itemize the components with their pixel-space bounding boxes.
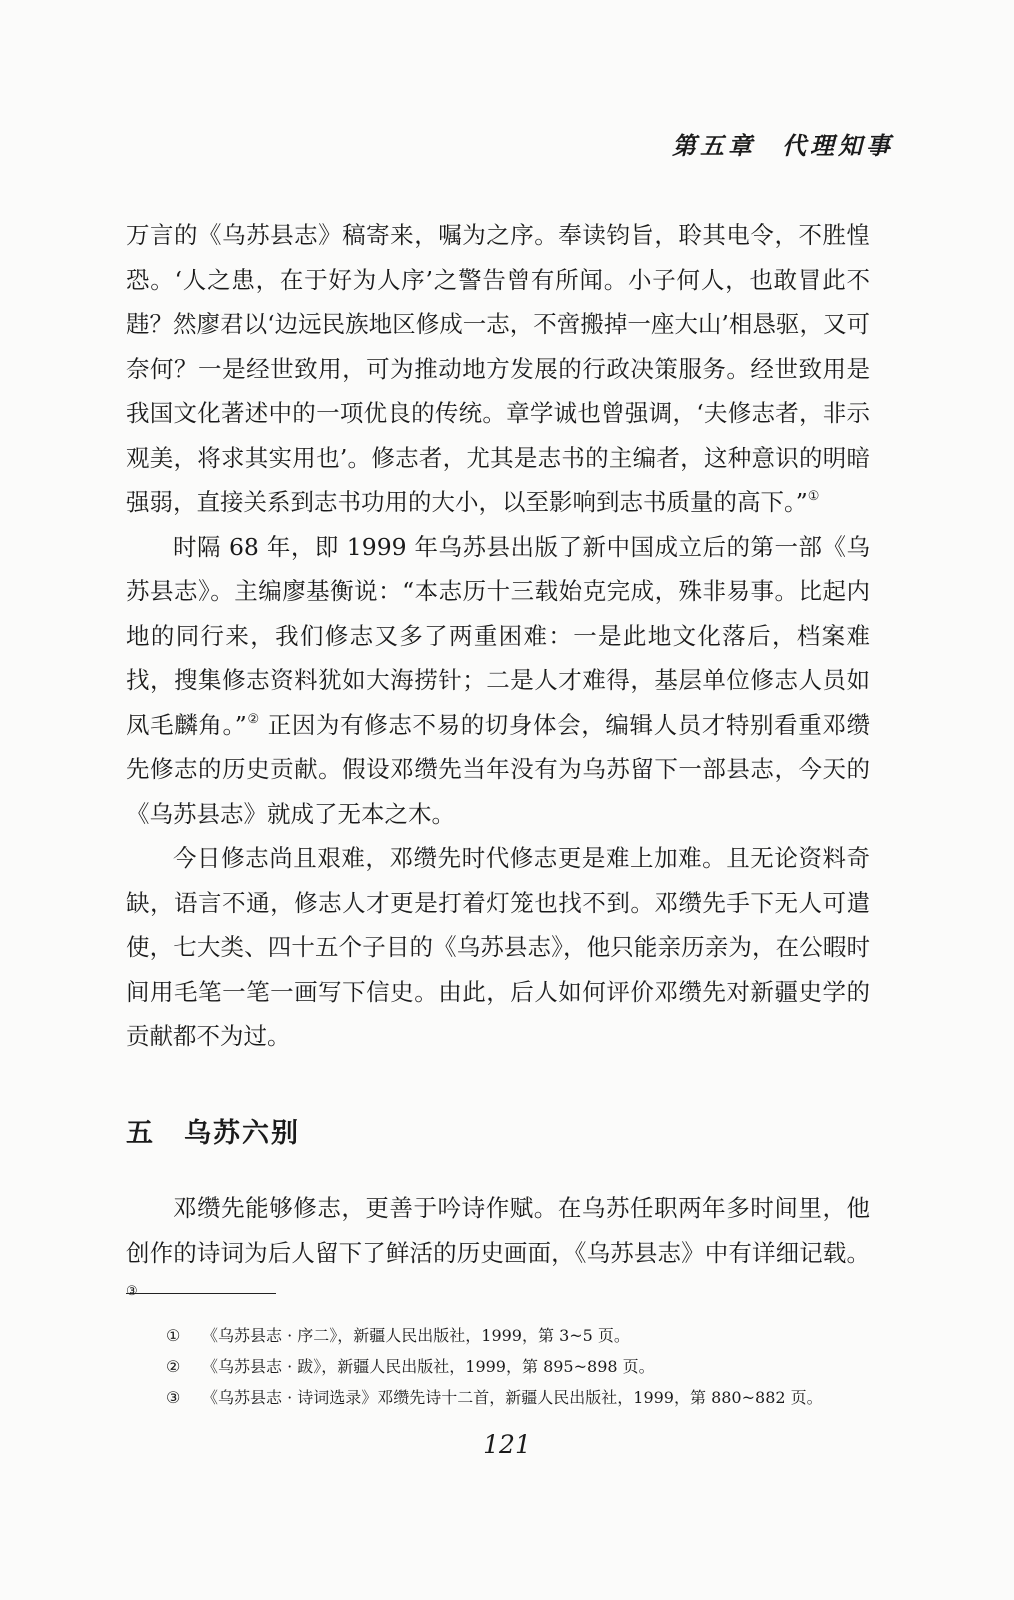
section-number: 五 bbox=[126, 1118, 155, 1149]
footnote bbox=[166, 1320, 870, 1351]
section-title: 乌苏六别 bbox=[184, 1118, 300, 1149]
footnote-mark: ① bbox=[166, 1326, 181, 1345]
footnote-mark: ② bbox=[166, 1357, 181, 1376]
paragraph: 今日修志尚且艰难，邓缵先时代修志更是难上加难。且无论资料奇缺，语言不通，修志人才更是打着灯笼也找不到。邓缵先手下无人可遣使，七大类、四十五个子目的《乌苏县志》，他只能亲历亲为，在公暇时间用毛笔一笔一画写下信史。由此，后人如何评价邓缵先对新疆史学的贡献都不为过。 bbox=[126, 844, 870, 1050]
main-text bbox=[126, 213, 870, 1059]
footnote-mark: ③ bbox=[166, 1388, 181, 1407]
paragraph: 时隔 68 年，即 1999 年乌苏县出版了新中国成立后的第一部《乌苏县志》。主编廖基衡说：“本志历十三载始克完成，殊非易事。比起内地的同行来，我们修志又多了两重困难：一是此地文化落后，档案难找，搜集修志资料犹如大海捞针；二是人才难得，基层单位修志人员如凤毛麟角。”② 正因为有修志不易的切身体会，编辑人员才特别看重邓缵先修志的历史贡献。假设邓缵先当年没有为乌苏留下一部县志，今天的《乌苏县志》就成了无本之木。 bbox=[126, 532, 870, 828]
footnote bbox=[166, 1382, 870, 1413]
footnote-text: 《乌苏县志 · 序二》，新疆人民出版社，1999，第 3~5 页。 bbox=[202, 1326, 630, 1345]
paragraph: 邓缵先能够修志，更善于吟诗作赋。在乌苏任职两年多时间里，他创作的诗词为后人留下了鲜活的历史画面，《乌苏县志》中有详细记载。③ bbox=[126, 1194, 870, 1299]
paragraph: 万言的《乌苏县志》稿寄来，嘱为之序。奉读钧旨，聆其电令，不胜惶恐。‘人之患，在于好为人序’之警告曾有所闻。小子何人，也敢冒此不韪？然廖君以‘边远民族地区修成一志，不啻搬掉一座大山’相恳驱，又可奈何？一是经世致用，可为推动地方发展的行政决策服务。经世致用是我国文化著述中的一项优良的传统。章学诚也曾强调，‘夫修志者，非示观美，将求其实用也’。修志者，尤其是志书的主编者，这种意识的明暗强弱，直接关系到志书功用的大小，以至影响到志书质量的高下。”① bbox=[126, 221, 870, 516]
footnote bbox=[166, 1351, 870, 1382]
section-text bbox=[126, 1186, 870, 1320]
footnote-ref: ① bbox=[807, 489, 820, 504]
running-header bbox=[672, 126, 894, 161]
footnote-ref: ③ bbox=[126, 1284, 138, 1299]
footnotes bbox=[166, 1320, 870, 1413]
footnote-text: 《乌苏县志 · 诗词选录》邓缵先诗十二首，新疆人民出版社，1999，第 880~882 页。 bbox=[202, 1388, 823, 1407]
footnote-divider bbox=[126, 1293, 276, 1294]
footnote-ref: ② bbox=[246, 711, 260, 727]
chapter-title: 代理知事 bbox=[782, 131, 894, 160]
page-number: 121 bbox=[483, 1430, 531, 1459]
footnote-text: 《乌苏县志 · 跋》，新疆人民出版社，1999，第 895~898 页。 bbox=[202, 1357, 655, 1376]
chapter-number: 第五章 bbox=[672, 131, 756, 160]
section-heading bbox=[126, 1111, 300, 1150]
